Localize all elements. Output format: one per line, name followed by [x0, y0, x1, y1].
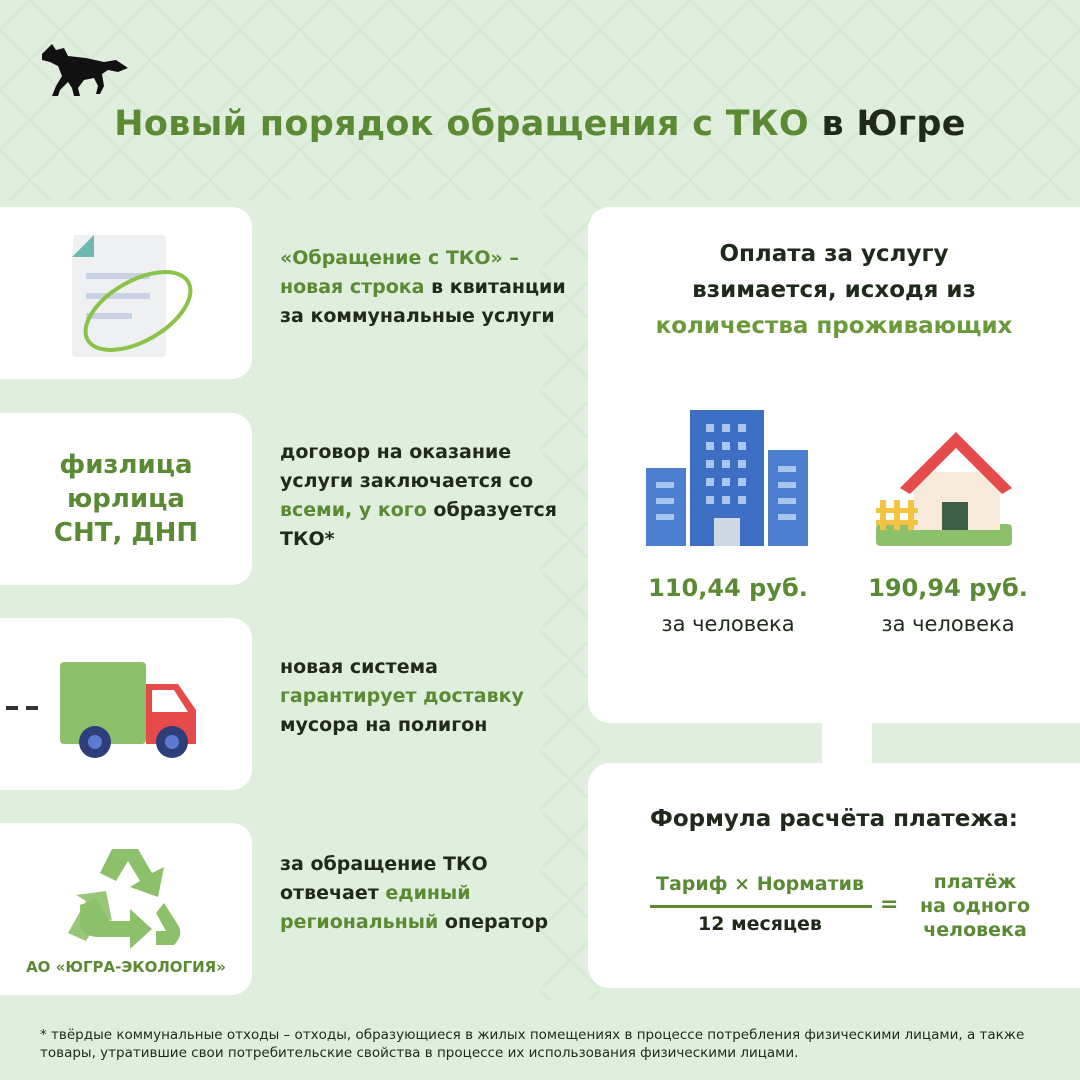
formula-equals: = [880, 892, 899, 917]
card4-text-b: оператор [438, 911, 549, 933]
fox-logo-icon [38, 40, 130, 98]
card2-text [280, 438, 570, 554]
payment-title [588, 236, 1080, 344]
card2-text-a: договор на оказание услуги заключается со [280, 441, 534, 492]
formula-title: Формула расчёта платежа: [650, 806, 1018, 832]
house-price: 190,94 руб. [868, 574, 1028, 602]
title-dark-part: в Югре [821, 104, 966, 144]
who-individuals: физлица [59, 450, 193, 480]
title-green-part: Новый порядок обращения с ТКО [114, 104, 809, 144]
page-title [0, 104, 1080, 144]
card3-text [280, 653, 580, 740]
who-list [0, 448, 252, 550]
truck-icon [0, 658, 210, 768]
formula-numerator: Тариф × Норматив [656, 873, 864, 895]
formula-result-line1: платёж [933, 871, 1017, 893]
who-legal: юрлица [67, 484, 185, 514]
payment-title-line1: Оплата за услугу [719, 241, 949, 267]
document-icon [62, 229, 202, 369]
apartment-per: за человека [661, 612, 795, 636]
formula-result-line3: человека [923, 919, 1027, 941]
apartment-building-icon [646, 410, 808, 546]
card3-text-green: гарантирует доставку [280, 685, 524, 707]
who-snt: СНТ, ДНП [53, 518, 199, 548]
card3-text-a: новая система [280, 656, 438, 678]
house-per: за человека [881, 612, 1015, 636]
formula-denominator: 12 месяцев [698, 913, 822, 935]
card4-text-green: единый региональный [280, 882, 471, 933]
card4-text [280, 850, 560, 937]
payment-title-green: количества проживающих [655, 313, 1013, 339]
recycle-icon [60, 841, 190, 956]
apartment-price: 110,44 руб. [648, 574, 808, 602]
card-truck [0, 618, 252, 790]
card1-text-green: «Обращение с ТКО» – новая строка [280, 247, 519, 298]
card-kvitanciya [0, 207, 252, 379]
operator-name: АО «ЮГРА-ЭКОЛОГИЯ» [26, 958, 226, 976]
card1-text-dark: в квитанции за коммунальные услуги [280, 276, 566, 327]
card4-text-a: за обращение ТКО отвечает [280, 853, 488, 904]
formula-result-line2: на одного [919, 895, 1031, 917]
card1-text [280, 244, 570, 331]
card3-text-b: мусора на полигон [280, 714, 488, 736]
formula-fraction-line [650, 905, 872, 908]
footnote: * твёрдые коммунальные отходы – отходы, образующиеся в жилых помещениях в процессе потребления физическими лицами, а также товары, утратившие свои потребительские свойства в процессе их использования физическими лицами. [40, 1027, 1025, 1061]
payment-title-line2: взимается, исходя из [692, 277, 976, 303]
card2-text-b: образуется ТКО* [280, 499, 557, 550]
house-icon [876, 428, 1012, 548]
card2-text-green: всеми, у кого [280, 499, 427, 521]
formula-result [910, 870, 1040, 942]
